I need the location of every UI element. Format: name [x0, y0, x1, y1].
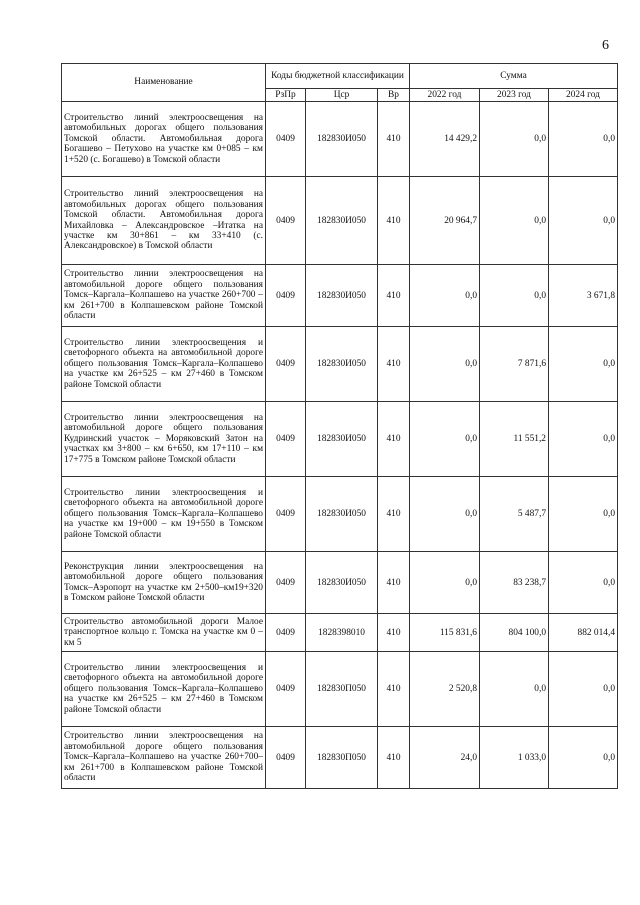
row-2023: 7 871,6	[480, 327, 549, 402]
row-csr: 182830И050	[306, 265, 378, 327]
header-csr: Цср	[306, 89, 378, 102]
row-2023: 5 487,7	[480, 477, 549, 552]
row-2024: 0,0	[549, 102, 618, 177]
table-row	[62, 477, 618, 552]
row-name: Строительство линии электроосвещения на автомобильной дороге общего пользования Кудринский участок – Моряковский Затон на участках км 3+800 – км 6+650, км 17+110 – км 17+775 в Томском районе Томской области	[62, 402, 266, 477]
row-csr: 182830И050	[306, 477, 378, 552]
row-2022: 0,0	[410, 265, 480, 327]
row-name: Строительство линии электроосвещения и светофорного объекта на автомобильной дороге общего пользования Томск–Каргала–Колпашево на участке км 26+525 – км 27+460 в Томском районе Томской области	[62, 327, 266, 402]
row-2023: 0,0	[480, 652, 549, 727]
row-vr: 410	[378, 102, 410, 177]
row-vr: 410	[378, 402, 410, 477]
header-rzpr: РзПр	[266, 89, 306, 102]
table-row	[62, 177, 618, 265]
row-2022: 24,0	[410, 727, 480, 789]
row-2022: 0,0	[410, 327, 480, 402]
row-2023: 83 238,7	[480, 552, 549, 614]
page-number: 6	[602, 38, 609, 53]
row-rzpr: 0409	[266, 402, 306, 477]
row-csr: 182830И050	[306, 402, 378, 477]
table-row	[62, 102, 618, 177]
row-2023: 11 551,2	[480, 402, 549, 477]
table-row	[62, 614, 618, 652]
table-row	[62, 265, 618, 327]
row-name: Реконструкция линии электроосвещения на автомобильной дороге общего пользования Томск–Аэропорт на участке км 2+500–км19+320 в Томском районе Томской области	[62, 552, 266, 614]
row-csr: 182830И050	[306, 177, 378, 265]
row-rzpr: 0409	[266, 102, 306, 177]
header-codes: Коды бюджетной классификации	[266, 64, 410, 89]
row-csr: 182830П050	[306, 652, 378, 727]
table-row	[62, 727, 618, 789]
row-rzpr: 0409	[266, 727, 306, 789]
row-2022: 115 831,6	[410, 614, 480, 652]
row-vr: 410	[378, 552, 410, 614]
row-vr: 410	[378, 265, 410, 327]
header-name: Наименование	[62, 64, 266, 102]
row-2024: 0,0	[549, 652, 618, 727]
row-name: Строительство автомобильной дороги Малое транспортное кольцо г. Томска на участке км 0 – км 5	[62, 614, 266, 652]
budget-table	[61, 63, 618, 789]
table-row	[62, 652, 618, 727]
row-2022: 0,0	[410, 402, 480, 477]
row-2024: 0,0	[549, 327, 618, 402]
row-2024: 0,0	[549, 477, 618, 552]
row-2024: 0,0	[549, 177, 618, 265]
header-vr: Вр	[378, 89, 410, 102]
row-vr: 410	[378, 652, 410, 727]
header-2024: 2024 год	[549, 89, 618, 102]
row-csr: 182830П050	[306, 727, 378, 789]
row-vr: 410	[378, 477, 410, 552]
row-rzpr: 0409	[266, 177, 306, 265]
row-csr: 182830И050	[306, 327, 378, 402]
row-rzpr: 0409	[266, 327, 306, 402]
row-2024: 0,0	[549, 402, 618, 477]
row-csr: 182830И050	[306, 102, 378, 177]
row-rzpr: 0409	[266, 614, 306, 652]
row-rzpr: 0409	[266, 477, 306, 552]
table-row	[62, 402, 618, 477]
row-vr: 410	[378, 327, 410, 402]
row-rzpr: 0409	[266, 652, 306, 727]
row-2023: 0,0	[480, 265, 549, 327]
row-2024: 3 671,8	[549, 265, 618, 327]
row-2022: 2 520,8	[410, 652, 480, 727]
row-2024: 882 014,4	[549, 614, 618, 652]
row-name: Строительство линии электроосвещения и светофорного объекта на автомобильной дороге общего пользования Томск–Каргала–Колпашево на участке км 19+000 – км 19+550 в Томском районе Томской области	[62, 477, 266, 552]
row-name: Строительство линии электроосвещения на автомобильной дороге общего пользования Томск–Каргала–Колпашево на участке 260+700– км 261+700 в Колпашевском районе Томской области	[62, 727, 266, 789]
row-rzpr: 0409	[266, 265, 306, 327]
row-csr: 1828398010	[306, 614, 378, 652]
row-2024: 0,0	[549, 552, 618, 614]
table-row	[62, 552, 618, 614]
row-vr: 410	[378, 614, 410, 652]
header-sum: Сумма	[410, 64, 618, 89]
row-2023: 804 100,0	[480, 614, 549, 652]
row-csr: 182830И050	[306, 552, 378, 614]
row-2023: 0,0	[480, 102, 549, 177]
row-vr: 410	[378, 727, 410, 789]
row-name: Строительство линий электроосвещения на автомобильных дорогах общего пользования Томской области. Автомобильная дорога Михайловка – Александровское –Итатка на участке км 30+861 – км 33+410 (с. Александровское) в Томской области	[62, 177, 266, 265]
row-2023: 0,0	[480, 177, 549, 265]
row-2022: 14 429,2	[410, 102, 480, 177]
header-2022: 2022 год	[410, 89, 480, 102]
row-2024: 0,0	[549, 727, 618, 789]
row-2022: 20 964,7	[410, 177, 480, 265]
row-name: Строительство линий электроосвещения на автомобильных дорогах общего пользования Томской области. Автомобильная дорога Богашево – Петухово на участке км 0+085 – км 1+520 (с. Богашево) в Томской области	[62, 102, 266, 177]
row-vr: 410	[378, 177, 410, 265]
row-2022: 0,0	[410, 552, 480, 614]
row-name: Строительство линии электроосвещения и светофорного объекта на автомобильной дороге общего пользования Томск–Каргала–Колпашево на участке км 26+525 – км 27+460 в Томском районе Томской области	[62, 652, 266, 727]
row-2023: 1 033,0	[480, 727, 549, 789]
header-2023: 2023 год	[480, 89, 549, 102]
row-2022: 0,0	[410, 477, 480, 552]
table-row	[62, 327, 618, 402]
row-name: Строительство линии электроосвещения на автомобильной дороге общего пользования Томск–Каргала–Колпашево на участке 260+700 – км 261+700 в Колпашевском районе Томской области	[62, 265, 266, 327]
row-rzpr: 0409	[266, 552, 306, 614]
